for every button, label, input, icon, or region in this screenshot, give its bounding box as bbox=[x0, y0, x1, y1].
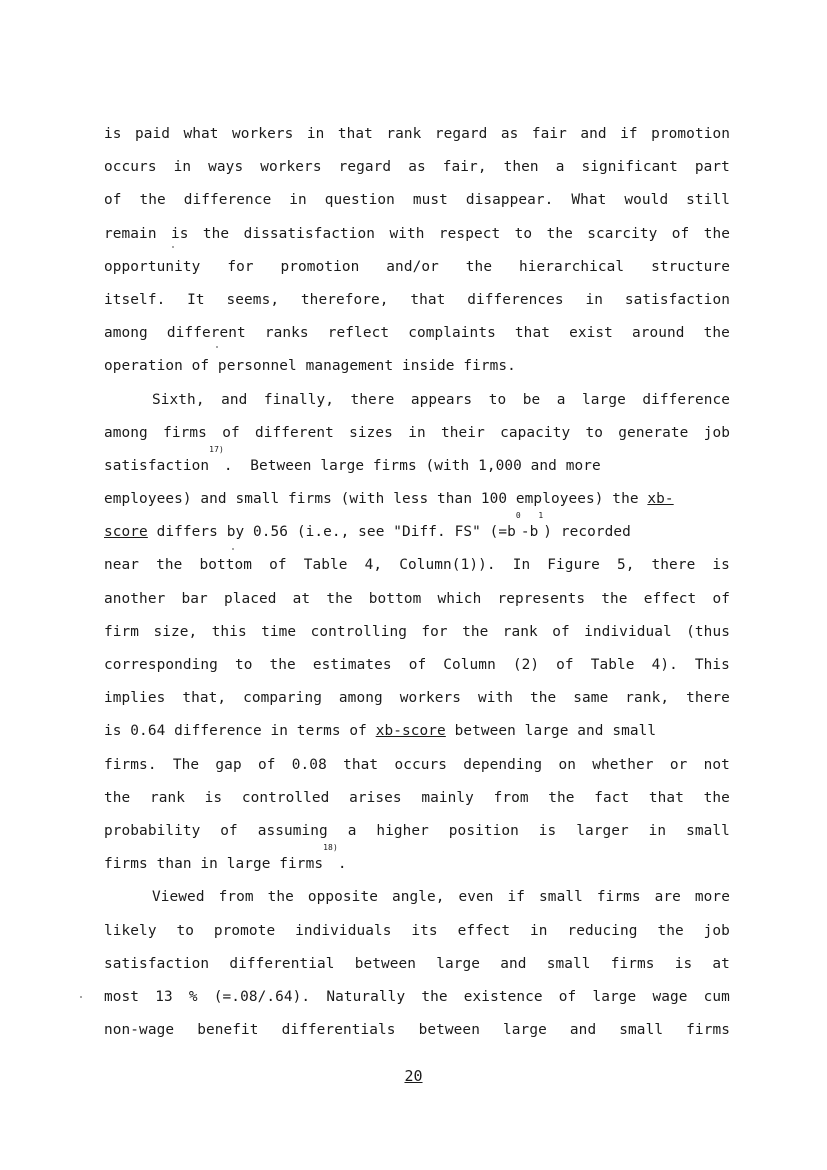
word: of bbox=[671, 225, 690, 242]
word: still bbox=[686, 192, 730, 209]
word: mainly bbox=[421, 789, 474, 806]
word: Column bbox=[443, 657, 496, 673]
word: that bbox=[343, 756, 379, 773]
word: sizes bbox=[349, 424, 393, 441]
text-segment: . Between large firms (with 1,000 and more bbox=[223, 457, 601, 474]
word: Viewed bbox=[152, 889, 205, 906]
word: rank, bbox=[625, 690, 670, 707]
word: significant bbox=[581, 159, 678, 176]
word: is bbox=[170, 225, 189, 242]
word: from bbox=[218, 889, 254, 906]
word: paid bbox=[134, 126, 171, 142]
word: would bbox=[624, 192, 669, 209]
word: controlled bbox=[241, 789, 330, 806]
word: the bbox=[465, 258, 493, 275]
text-segment: is 0.64 difference in terms of bbox=[104, 723, 376, 740]
text-segment: differs by 0.56 (i.e., see "Diff. FS" (=b bbox=[147, 524, 516, 541]
word: capacity bbox=[500, 424, 571, 441]
word: opposite bbox=[307, 889, 378, 906]
word: workers bbox=[260, 159, 322, 176]
word: there bbox=[686, 690, 730, 707]
word: the bbox=[104, 789, 131, 806]
word: arises bbox=[349, 789, 402, 806]
word: or bbox=[669, 756, 688, 773]
word: reflect bbox=[327, 325, 390, 342]
word: large bbox=[592, 988, 637, 1005]
word: there bbox=[350, 391, 395, 408]
word: same bbox=[573, 690, 609, 707]
word: benefit bbox=[197, 1022, 259, 1039]
text-line bbox=[104, 981, 730, 1014]
word: respect bbox=[438, 225, 501, 242]
word: for bbox=[227, 258, 254, 275]
word: as bbox=[408, 159, 426, 176]
word: higher bbox=[376, 822, 429, 839]
word: position bbox=[448, 822, 519, 839]
text-line bbox=[104, 549, 730, 582]
text-segment: firms than in large firms bbox=[104, 856, 324, 873]
text-line bbox=[104, 1014, 730, 1047]
word: fair, bbox=[442, 159, 487, 176]
word: structure bbox=[651, 258, 730, 275]
word: workers bbox=[399, 690, 462, 707]
word: exist bbox=[569, 325, 613, 342]
word: rank bbox=[502, 623, 538, 640]
word: a bbox=[347, 822, 357, 839]
subscript: 1 bbox=[538, 511, 544, 521]
word: gap bbox=[215, 756, 242, 773]
word: The bbox=[172, 756, 200, 773]
word: complaints bbox=[408, 325, 496, 342]
word: remain bbox=[104, 225, 157, 242]
word: in bbox=[585, 291, 603, 308]
word: size, bbox=[153, 623, 198, 640]
word: opportunity bbox=[104, 258, 201, 275]
word: rank bbox=[149, 789, 185, 806]
word: differentials bbox=[281, 1022, 396, 1039]
word: the bbox=[530, 690, 557, 707]
text-line bbox=[104, 715, 730, 748]
word: more bbox=[694, 889, 730, 906]
word: Column(1)). bbox=[399, 557, 496, 574]
word: in bbox=[173, 159, 192, 176]
word: large bbox=[582, 391, 626, 408]
word: Naturally bbox=[326, 988, 406, 1005]
line-text bbox=[104, 483, 730, 516]
word: between bbox=[354, 955, 417, 972]
word: Table bbox=[303, 557, 348, 574]
word: of bbox=[257, 756, 276, 773]
word: to bbox=[176, 922, 194, 939]
word: 4, bbox=[364, 557, 383, 574]
word: therefore, bbox=[300, 291, 389, 308]
word: promote bbox=[213, 922, 276, 939]
word: dissatisfaction bbox=[243, 225, 376, 242]
page-number: 20 bbox=[404, 1067, 423, 1085]
word: small bbox=[619, 1022, 664, 1039]
word: what bbox=[183, 126, 219, 142]
word: part bbox=[694, 159, 730, 176]
word: with bbox=[478, 690, 514, 707]
word: of bbox=[556, 657, 574, 673]
word: the bbox=[156, 557, 183, 574]
word: then bbox=[503, 159, 539, 176]
word: the bbox=[703, 325, 730, 342]
scan-speck bbox=[172, 246, 174, 248]
word: bottom bbox=[199, 557, 253, 574]
word: small bbox=[686, 822, 730, 839]
word: non-wage bbox=[104, 1022, 175, 1039]
underlined-term: score bbox=[104, 524, 148, 541]
word: promotion bbox=[280, 258, 360, 275]
text-line bbox=[104, 317, 730, 350]
word: near bbox=[104, 557, 140, 574]
word: firms bbox=[596, 889, 641, 906]
underlined-term: xb- bbox=[647, 491, 674, 508]
word: satisfaction bbox=[624, 291, 730, 308]
text-segment: -b bbox=[520, 524, 539, 541]
word: 5, bbox=[616, 557, 635, 574]
word: promotion bbox=[651, 126, 730, 142]
text-line bbox=[104, 843, 730, 881]
word: that, bbox=[182, 690, 227, 707]
word: that bbox=[337, 126, 373, 142]
word: among bbox=[338, 690, 383, 707]
word: % bbox=[188, 988, 198, 1005]
word: and bbox=[569, 1022, 597, 1039]
text-segment: . bbox=[337, 856, 347, 873]
text-line bbox=[104, 815, 730, 848]
word: differential bbox=[229, 955, 335, 972]
word: their bbox=[441, 424, 485, 441]
word: itself. bbox=[104, 291, 166, 308]
word: of bbox=[408, 657, 427, 673]
word: finally, bbox=[263, 391, 335, 408]
word: of bbox=[269, 557, 287, 574]
text-line bbox=[104, 444, 730, 483]
word: satisfaction bbox=[104, 955, 210, 972]
word: difference bbox=[183, 192, 272, 209]
word: different bbox=[254, 424, 334, 441]
word: cum bbox=[703, 988, 730, 1005]
text-segment: ) recorded bbox=[543, 524, 631, 541]
word: not bbox=[703, 756, 730, 773]
word: job bbox=[703, 922, 730, 939]
scan-speck bbox=[232, 548, 234, 550]
word: ways bbox=[208, 159, 244, 176]
word: estimates bbox=[312, 657, 392, 673]
word: that bbox=[410, 291, 446, 308]
scan-speck bbox=[80, 996, 82, 998]
word: the bbox=[326, 590, 353, 607]
word: a bbox=[556, 391, 566, 408]
line-text bbox=[104, 444, 730, 483]
word: Table bbox=[590, 657, 635, 673]
word: and bbox=[580, 126, 607, 142]
word: disappear. bbox=[465, 192, 554, 209]
text-line bbox=[104, 511, 730, 549]
word: there bbox=[651, 557, 696, 574]
word: assuming bbox=[257, 822, 328, 839]
word: regard bbox=[434, 126, 488, 142]
word: difference bbox=[642, 391, 730, 408]
word: between bbox=[418, 1022, 480, 1039]
word: seems, bbox=[226, 291, 280, 308]
word: and bbox=[500, 955, 527, 972]
word: and bbox=[221, 391, 248, 408]
text-line bbox=[104, 350, 730, 383]
word: in bbox=[530, 922, 548, 939]
text-line bbox=[104, 948, 730, 981]
word: scarcity bbox=[587, 225, 658, 242]
word: 0.08 bbox=[291, 756, 327, 773]
word: a bbox=[555, 159, 565, 176]
word: at bbox=[292, 590, 311, 607]
subscript: 0 bbox=[515, 511, 521, 521]
word: is bbox=[104, 126, 122, 142]
text-line bbox=[104, 583, 730, 616]
word: Sixth, bbox=[152, 391, 205, 408]
word: (2) bbox=[512, 657, 540, 673]
word: question bbox=[324, 192, 395, 209]
word: to bbox=[585, 424, 604, 441]
word: even bbox=[458, 889, 494, 906]
word: of bbox=[222, 424, 240, 441]
word: to bbox=[514, 225, 533, 242]
word: corresponding bbox=[104, 657, 218, 673]
text-line bbox=[104, 284, 730, 317]
word: in bbox=[289, 192, 307, 209]
word: is bbox=[712, 557, 730, 574]
word: angle, bbox=[391, 889, 445, 906]
word: placed bbox=[223, 590, 277, 607]
word: are bbox=[654, 889, 681, 906]
word: generate bbox=[618, 424, 689, 441]
word: which bbox=[437, 590, 482, 607]
word: the bbox=[202, 225, 230, 242]
word: among bbox=[104, 424, 148, 441]
word: of bbox=[552, 623, 570, 640]
word: bar bbox=[181, 590, 208, 607]
word: likely bbox=[104, 922, 157, 939]
word: as bbox=[500, 126, 519, 142]
word: time bbox=[261, 623, 297, 640]
word: (=.08/.64). bbox=[213, 988, 311, 1005]
word: if bbox=[507, 889, 526, 906]
word: that bbox=[648, 789, 684, 806]
word: effect bbox=[457, 922, 511, 939]
word: firms bbox=[686, 1022, 730, 1039]
line-text bbox=[104, 511, 730, 549]
word: large bbox=[436, 955, 481, 972]
word: comparing bbox=[243, 690, 322, 707]
word: of bbox=[558, 988, 577, 1005]
text-segment: employees) and small firms (with less than 100 employees) the bbox=[104, 491, 648, 508]
word: fair bbox=[531, 126, 567, 142]
word: controlling bbox=[310, 623, 407, 640]
word: small bbox=[539, 889, 583, 906]
text-line bbox=[104, 881, 730, 914]
word: implies bbox=[104, 690, 166, 707]
word: its bbox=[411, 922, 438, 939]
word: What bbox=[571, 192, 607, 209]
word: firm bbox=[104, 623, 140, 640]
text-line bbox=[104, 782, 730, 815]
text-line bbox=[104, 151, 730, 184]
word: job bbox=[703, 424, 730, 441]
underlined-term: xb-score bbox=[375, 723, 446, 740]
text-line bbox=[104, 682, 730, 715]
text-line bbox=[104, 118, 730, 151]
word: in bbox=[648, 822, 667, 839]
word: that bbox=[514, 325, 550, 342]
word: another bbox=[104, 590, 166, 607]
body-text bbox=[104, 118, 730, 1047]
word: the bbox=[546, 225, 573, 242]
word: reducing bbox=[567, 922, 638, 939]
word: of bbox=[104, 192, 122, 209]
text-segment: between large and small bbox=[445, 723, 657, 740]
text-line bbox=[104, 184, 730, 217]
word: with bbox=[389, 225, 425, 242]
word: This bbox=[694, 657, 730, 673]
word: the bbox=[267, 889, 294, 906]
word: the bbox=[548, 789, 575, 806]
word: firms. bbox=[104, 756, 157, 773]
word: the bbox=[462, 623, 489, 640]
line-text: operation of personnel management inside firms. bbox=[104, 358, 516, 375]
word: different bbox=[166, 325, 246, 342]
footnote-marker: 17) bbox=[209, 444, 224, 454]
word: rank bbox=[386, 126, 422, 142]
word: bottom bbox=[368, 590, 422, 607]
word: small bbox=[546, 955, 591, 972]
word: at bbox=[712, 955, 730, 972]
footnote-marker: 18) bbox=[323, 843, 338, 853]
word: depending bbox=[463, 756, 543, 773]
line-text bbox=[104, 715, 730, 748]
word: appears bbox=[410, 391, 473, 408]
word: existence bbox=[463, 988, 543, 1005]
word: regard bbox=[338, 159, 392, 176]
word: in bbox=[306, 126, 325, 142]
word: differences bbox=[467, 291, 564, 308]
word: the bbox=[601, 590, 628, 607]
text-line bbox=[104, 251, 730, 284]
word: effect bbox=[643, 590, 697, 607]
word: larger bbox=[576, 822, 629, 839]
line-text bbox=[104, 843, 730, 881]
word: the bbox=[657, 922, 684, 939]
word: 13 bbox=[155, 988, 173, 1005]
word: on bbox=[558, 756, 576, 773]
word: around bbox=[631, 325, 685, 342]
text-line bbox=[104, 384, 730, 417]
word: for bbox=[421, 623, 448, 640]
word: In bbox=[512, 557, 531, 574]
text-line bbox=[104, 483, 730, 516]
word: It bbox=[187, 291, 205, 308]
scan-speck bbox=[216, 346, 218, 348]
word: most bbox=[104, 988, 140, 1005]
word: large bbox=[503, 1022, 547, 1039]
word: the bbox=[269, 657, 296, 673]
word: of bbox=[220, 822, 238, 839]
word: represents bbox=[497, 590, 586, 607]
word: ranks bbox=[264, 325, 309, 342]
word: of bbox=[712, 590, 730, 607]
word: the bbox=[421, 988, 448, 1005]
word: firms bbox=[610, 955, 655, 972]
word: to bbox=[234, 657, 253, 673]
word: hierarchical bbox=[519, 258, 625, 275]
word: this bbox=[211, 623, 247, 640]
word: the bbox=[703, 789, 730, 806]
word: 4). bbox=[651, 657, 678, 673]
text-line bbox=[104, 749, 730, 782]
word: firms bbox=[163, 424, 207, 441]
word: Figure bbox=[547, 557, 600, 574]
word: if bbox=[620, 126, 638, 142]
word: is bbox=[674, 955, 693, 972]
word: occurs bbox=[104, 159, 157, 176]
word: fact bbox=[594, 789, 630, 806]
word: the bbox=[703, 225, 730, 242]
word: individuals bbox=[295, 922, 392, 939]
word: and/or bbox=[386, 258, 439, 275]
text-segment: satisfaction bbox=[104, 457, 210, 474]
word: the bbox=[139, 192, 166, 209]
word: be bbox=[522, 391, 541, 408]
word: occurs bbox=[394, 756, 448, 773]
word: individual bbox=[584, 623, 672, 640]
text-line bbox=[104, 218, 730, 251]
word: is bbox=[204, 789, 223, 806]
text-line bbox=[104, 649, 730, 682]
word: workers bbox=[232, 126, 294, 142]
text-line bbox=[104, 417, 730, 450]
word: in bbox=[408, 424, 426, 441]
word: to bbox=[488, 391, 507, 408]
word: is bbox=[538, 822, 557, 839]
text-line bbox=[104, 915, 730, 948]
word: (thus bbox=[686, 623, 730, 640]
text-line bbox=[104, 616, 730, 649]
word: whether bbox=[592, 756, 654, 773]
word: must bbox=[412, 192, 448, 209]
word: from bbox=[493, 789, 529, 806]
word: wage bbox=[652, 988, 688, 1005]
word: probability bbox=[104, 822, 201, 839]
word: among bbox=[104, 325, 148, 342]
